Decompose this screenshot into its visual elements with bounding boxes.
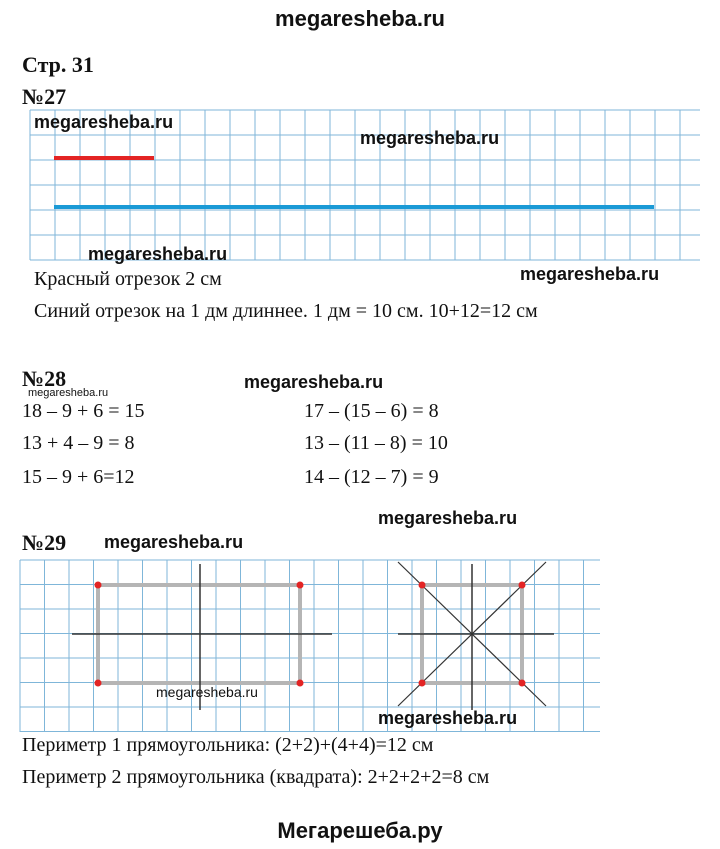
task28-left-1: 18 – 9 + 6 = 15 (22, 400, 145, 422)
square-vertex (419, 680, 426, 687)
watermark-small: megaresheba.ru (28, 387, 109, 399)
rect1-vertex (297, 680, 304, 687)
task29-number: №29 (22, 530, 67, 555)
watermark-5: megaresheba.ru (244, 372, 384, 392)
square-vertex (519, 680, 526, 687)
task27-number: №27 (22, 84, 67, 109)
rect1-vertex (95, 680, 102, 687)
task29-grid (20, 560, 600, 732)
task27-line1: Красный отрезок 2 см (34, 268, 222, 290)
task29-line2: Периметр 2 прямоугольника (квадрата): 2+2+2+2=8 см (22, 766, 490, 788)
rect1-vertex (95, 582, 102, 589)
task28-right-2: 13 – (11 – 8) = 10 (304, 432, 448, 454)
page-ref: Стр. 31 (22, 52, 94, 77)
watermark-4: megaresheba.ru (520, 264, 660, 284)
task28-right-3: 14 – (12 – 7) = 9 (304, 466, 439, 488)
square-vertex (519, 582, 526, 589)
task28-number: №28 (22, 366, 67, 391)
watermark-9: megaresheba.ru (378, 708, 518, 728)
square-vertex (419, 582, 426, 589)
rect1-vertex (297, 582, 304, 589)
watermark-1: megaresheba.ru (34, 112, 174, 132)
site-footer: Мегарешеба.ру (277, 818, 443, 843)
watermark-2: megaresheba.ru (360, 128, 500, 148)
watermark-3: megaresheba.ru (88, 244, 228, 264)
watermark-7: megaresheba.ru (104, 532, 244, 552)
site-header: megaresheba.ru (275, 6, 445, 31)
watermark-8: megaresheba.ru (156, 684, 258, 700)
task27-line2: Синий отрезок на 1 дм длиннее. 1 дм = 10 см. 10+12=12 см (34, 300, 538, 322)
task28-right-1: 17 – (15 – 6) = 8 (304, 400, 439, 422)
task28-left-2: 13 + 4 – 9 = 8 (22, 432, 135, 454)
task28-left-3: 15 – 9 + 6=12 (22, 466, 135, 488)
task29-line1: Периметр 1 прямоугольника: (2+2)+(4+4)=12 см (22, 734, 434, 756)
watermark-6: megaresheba.ru (378, 508, 518, 528)
